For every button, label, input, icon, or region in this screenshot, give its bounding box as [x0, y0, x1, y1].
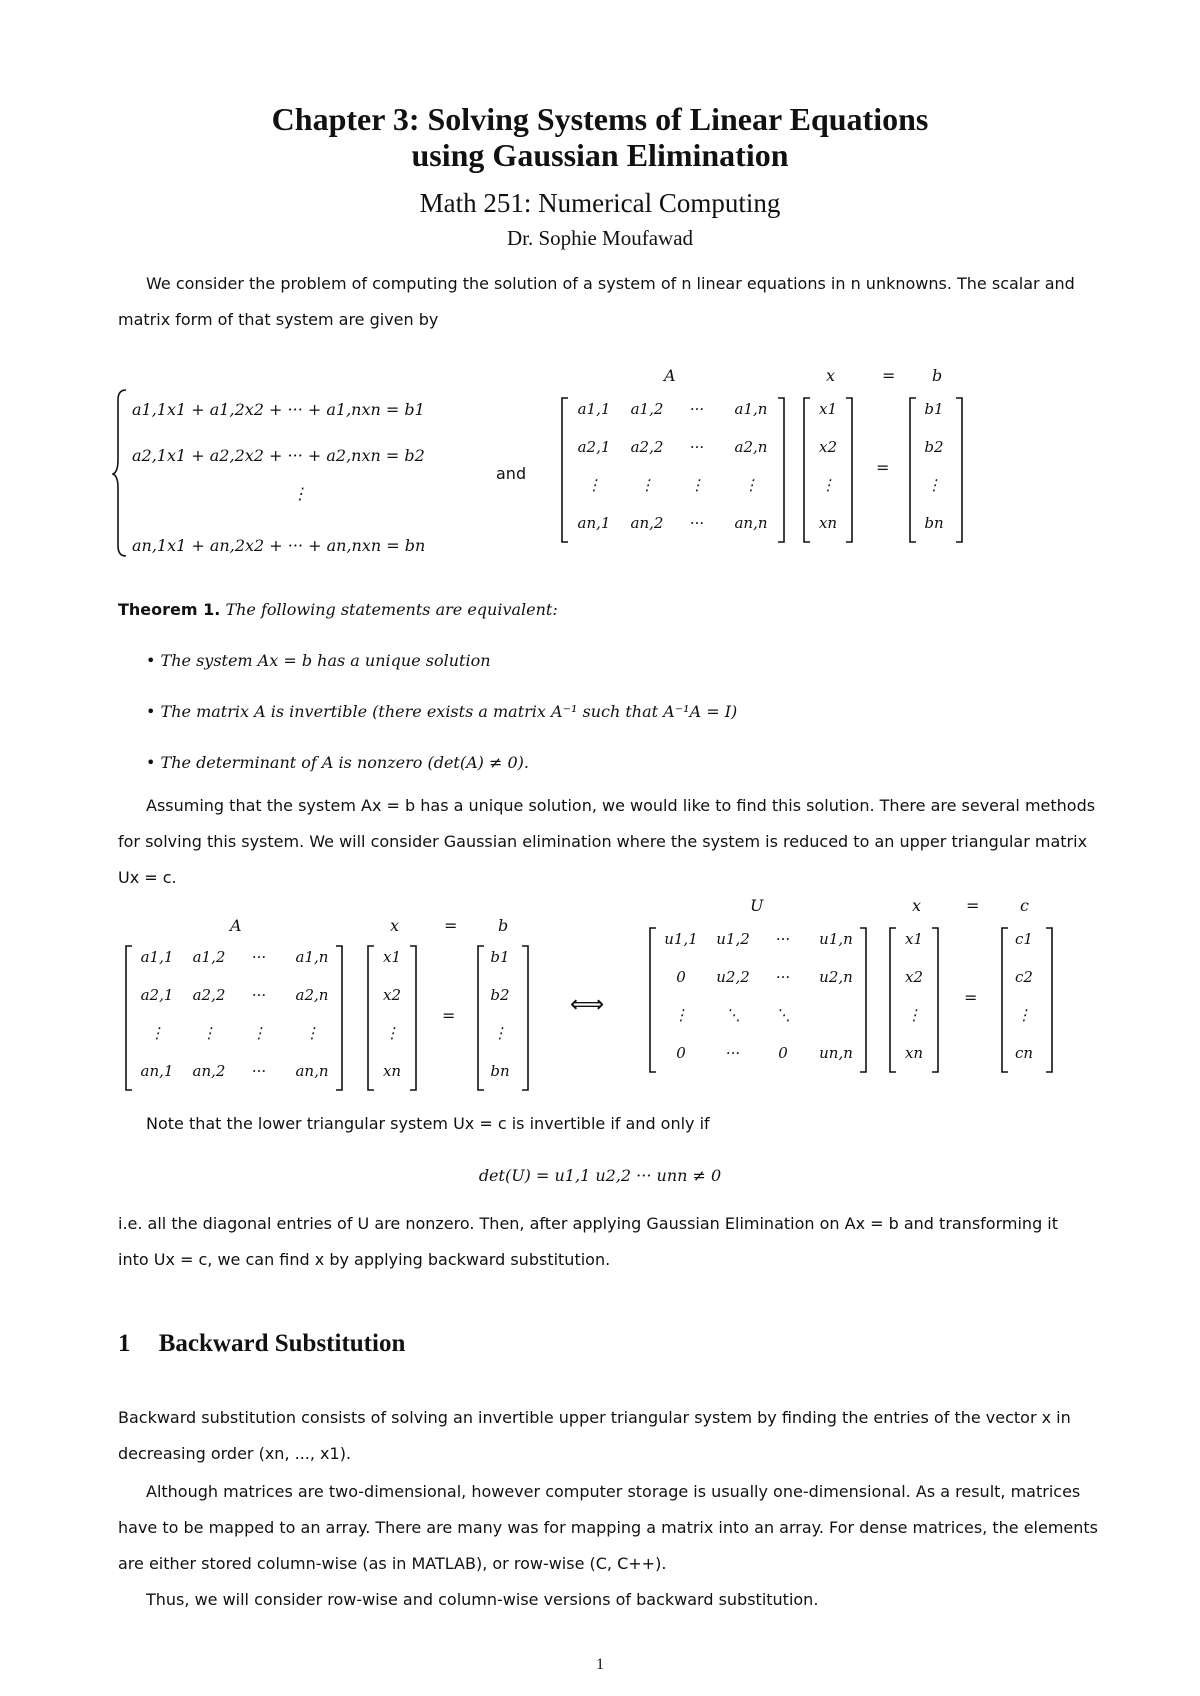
para3-line-1: i.e. all the diagonal entries of U are nonzero. Then, after applying Gaussian Elimination on Ax = b and transforming it [118, 1214, 1059, 1233]
matrix2-row [130, 1062, 340, 1100]
section-heading [118, 1330, 405, 1358]
matrixU-row [654, 1044, 864, 1082]
page-number: 1 [596, 1656, 604, 1673]
matrix-cell: ⋱ [775, 1006, 791, 1024]
para2-line-1: Assuming that the system Ax = b has a unique solution, we would like to find this solution. There are several methods [146, 796, 1096, 815]
label-x-3: x [912, 896, 922, 915]
vector1-x [808, 400, 848, 552]
vector-cell: x2 [818, 438, 837, 456]
matrix2-row [130, 1024, 340, 1062]
vector-cell: c2 [1015, 968, 1033, 986]
section-title: Backward Substitution [158, 1330, 406, 1357]
matrix-cell: a2,1 [577, 438, 611, 456]
matrix-cell [808, 1006, 864, 1044]
matrix-cell: ··· [251, 948, 267, 966]
theorem-item-text: The matrix A is invertible (there exists a matrix A⁻¹ such that A⁻¹A = I) [160, 702, 738, 721]
para3-line-2: into Ux = c, we can find x by applying backward substitution. [118, 1250, 611, 1269]
vector-cell: ⋮ [384, 1024, 400, 1042]
matrix2-A [130, 948, 340, 1100]
and-word: and [496, 464, 527, 483]
bullet-mark: • [146, 651, 156, 670]
label-x-2: x [390, 916, 400, 935]
vector-cell: b2 [490, 986, 510, 1004]
matrix-cell: ⋱ [725, 1006, 741, 1024]
matrixU-row [654, 1006, 864, 1044]
label-eq-2: = [444, 916, 458, 935]
label-U: U [750, 896, 764, 915]
matrix1-row [566, 514, 780, 552]
author-name: Dr. Sophie Moufawad [506, 226, 694, 250]
matrix-cell: a2,2 [192, 986, 226, 1004]
matrix-cell: ··· [251, 986, 267, 1004]
vector-cell: ⋮ [906, 1006, 922, 1024]
matrix-cell: a1,1 [140, 948, 174, 966]
sec-p2-line-3: are either stored column-wise (as in MATLAB), or row-wise (C, C++). [118, 1554, 667, 1573]
title-line-2: using Gaussian Elimination [411, 137, 789, 173]
label-eq-3: = [966, 896, 980, 915]
vector-cell: ⋮ [1016, 1006, 1032, 1024]
label-x-1: x [826, 366, 836, 385]
matrix-cell: ⋮ [689, 476, 705, 494]
theorem-label: Theorem 1. [118, 600, 221, 619]
matrix-U [654, 930, 864, 1082]
matrix-cell: 0 [676, 1044, 686, 1062]
matrix-cell: ··· [725, 1044, 741, 1062]
theorem-item-text: The determinant of A is nonzero (det(A) ≠ 0). [160, 753, 529, 772]
vector-cell: x1 [904, 930, 923, 948]
left-brace [112, 388, 132, 558]
label-A-2: A [230, 916, 242, 935]
scalar-vdots: ⋮ [292, 484, 308, 503]
matrix-cell: u1,2 [716, 930, 750, 948]
intro-paragraph [118, 266, 1098, 338]
vector-cell: bn [490, 1062, 510, 1080]
vector2-b [480, 948, 520, 1100]
matrix-cell: an,1 [140, 1062, 174, 1080]
vector-cell: cn [1014, 1044, 1034, 1062]
vector-cell: x2 [904, 968, 923, 986]
vector3-x [894, 930, 934, 1082]
matrix-cell: a1,n [734, 400, 768, 418]
matrix-cell: an,1 [577, 514, 611, 532]
matrix-cell: a2,n [734, 438, 768, 456]
section-number: 1 [118, 1330, 131, 1357]
para2-line-3: Ux = c. [118, 868, 177, 887]
vector-cell: x2 [382, 986, 401, 1004]
matrix-cell: ··· [689, 438, 705, 456]
bullet-mark: • [146, 753, 156, 772]
vector-cell: ⋮ [820, 476, 836, 494]
vector-cell: x1 [818, 400, 837, 418]
matrix-cell: a1,n [295, 948, 329, 966]
matrix-cell: ⋮ [743, 476, 759, 494]
scalar-eq-1: a1,1x1 + a1,2x2 + ··· + a1,nxn = b1 [132, 400, 425, 419]
matrix-cell: ··· [775, 968, 791, 986]
matrix-cell: ··· [689, 514, 705, 532]
matrix-cell: u2,2 [716, 968, 750, 986]
vector3-c [1004, 930, 1044, 1082]
matrix-cell: ··· [251, 1062, 267, 1080]
equals-1: = [876, 458, 890, 477]
det-equation: det(U) = u1,1 u2,2 ··· unn ≠ 0 [478, 1166, 722, 1185]
matrix-cell: ⋮ [304, 1024, 320, 1042]
matrix-cell: u2,n [819, 968, 853, 986]
matrix-cell: a1,2 [630, 400, 664, 418]
theorem-item-2 [146, 702, 737, 721]
vector1-b [914, 400, 954, 552]
matrix-cell: a2,1 [140, 986, 174, 1004]
matrix1-A [566, 400, 780, 552]
matrix-cell: u1,n [819, 930, 853, 948]
matrix-cell: an,2 [630, 514, 664, 532]
vector-cell: ⋮ [492, 1024, 508, 1042]
matrix-cell: an,n [734, 514, 768, 532]
matrix-cell: u1,1 [664, 930, 698, 948]
label-A-1: A [664, 366, 676, 385]
vector-cell: c1 [1015, 930, 1033, 948]
matrix-cell: un,n [819, 1044, 853, 1062]
vector-cell: x1 [382, 948, 401, 966]
course-name: Math 251: Numerical Computing [419, 188, 781, 218]
theorem-heading [118, 600, 558, 619]
matrix-cell: ⋮ [586, 476, 602, 494]
paragraph-3 [118, 1206, 1098, 1278]
matrix-cell: an,n [295, 1062, 329, 1080]
sec-p2-line-2: have to be mapped to an array. There are many was for mapping a matrix into an array. For dense matrices, the elements [118, 1518, 1099, 1537]
matrix2-row [130, 986, 340, 1024]
matrixU-row [654, 968, 864, 1006]
scalar-eq-2: a2,1x1 + a2,2x2 + ··· + a2,nxn = b2 [132, 446, 425, 465]
matrix-cell: ··· [775, 930, 791, 948]
intro-line-1: We consider the problem of computing the solution of a system of n linear equations in n unknowns. The scalar and [146, 274, 1075, 293]
matrix1-row [566, 438, 780, 476]
matrix-cell: ⋮ [673, 1006, 689, 1024]
vector-cell: xn [904, 1044, 924, 1062]
equals-2: = [442, 1006, 456, 1025]
label-b-2: b [498, 916, 509, 935]
iff-arrow: ⟺ [570, 990, 605, 1018]
matrix-cell: a2,2 [630, 438, 664, 456]
matrix1-row [566, 476, 780, 514]
matrix-cell: ⋮ [251, 1024, 267, 1042]
theorem-item-3 [146, 753, 529, 772]
section-paragraph-3: Thus, we will consider row-wise and column-wise versions of backward substitution. [146, 1590, 819, 1609]
matrix-cell: 0 [676, 968, 686, 986]
matrixU-row [654, 930, 864, 968]
equals-3: = [964, 988, 978, 1007]
label-eq-1: = [882, 366, 896, 385]
matrix1-row [566, 400, 780, 438]
theorem-statement: The following statements are equivalent: [225, 600, 558, 619]
vector-cell: b1 [490, 948, 510, 966]
vector-cell: xn [382, 1062, 402, 1080]
vector-cell: xn [818, 514, 838, 532]
label-c: c [1020, 896, 1029, 915]
matrix-cell: a1,2 [192, 948, 226, 966]
paragraph-2 [118, 788, 1098, 896]
scalar-eq-n: an,1x1 + an,2x2 + ··· + an,nxn = bn [132, 536, 426, 555]
matrix-cell: ⋮ [639, 476, 655, 494]
vector-cell: b1 [924, 400, 944, 418]
matrix-cell: ··· [689, 400, 705, 418]
sec-p2-line-1: Although matrices are two-dimensional, however computer storage is usually one-dimensional. As a result, matrices [146, 1482, 1081, 1501]
matrix-cell: 0 [778, 1044, 788, 1062]
vector-cell: b2 [924, 438, 944, 456]
sec-p1-line-2: decreasing order (xn, ..., x1). [118, 1444, 352, 1463]
vector-cell: ⋮ [926, 476, 942, 494]
matrix-cell: an,2 [192, 1062, 226, 1080]
bullet-mark: • [146, 702, 156, 721]
matrix-cell: ⋮ [201, 1024, 217, 1042]
matrix-cell: a1,1 [577, 400, 611, 418]
matrix2-row [130, 948, 340, 986]
title-line-1: Chapter 3: Solving Systems of Linear Equations [271, 101, 929, 137]
sec-p1-line-1: Backward substitution consists of solving an invertible upper triangular system by finding the entries of the vector x in [118, 1408, 1071, 1427]
matrix-cell: ⋮ [149, 1024, 165, 1042]
intro-line-2: matrix form of that system are given by [118, 310, 439, 329]
section-paragraph-1 [118, 1400, 1098, 1472]
theorem-item-1 [146, 651, 491, 670]
vector-cell: bn [924, 514, 944, 532]
vector2-x [372, 948, 412, 1100]
para2-line-2: for solving this system. We will consider Gaussian elimination where the system is reduced to an upper triangular matrix [118, 832, 1088, 851]
section-paragraph-2 [118, 1474, 1098, 1582]
note-line: Note that the lower triangular system Ux = c is invertible if and only if [146, 1114, 710, 1133]
theorem-item-text: The system Ax = b has a unique solution [160, 651, 491, 670]
matrix-cell: a2,n [295, 986, 329, 1004]
label-b-1: b [932, 366, 943, 385]
